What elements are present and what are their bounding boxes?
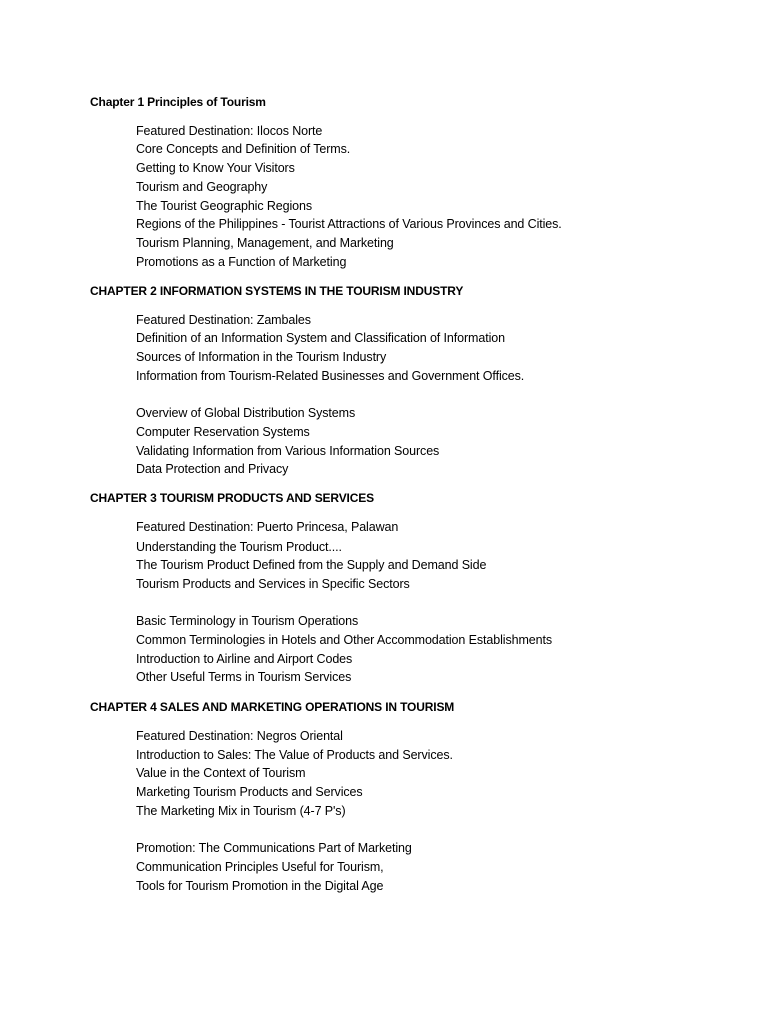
list-item: Sources of Information in the Tourism Industry <box>136 350 387 364</box>
list-item: Featured Destination: Ilocos Norte <box>136 124 323 138</box>
list-item: Introduction to Airline and Airport Codes <box>136 652 353 666</box>
list-item: Tourism and Geography <box>136 180 268 194</box>
list-item: Overview of Global Distribution Systems <box>136 406 356 420</box>
list-item: Basic Terminology in Tourism Operations <box>136 614 359 628</box>
list-item: Value in the Context of Tourism <box>136 766 306 780</box>
list-item: Tourism Products and Services in Specific Sectors <box>136 577 410 591</box>
list-item: The Tourist Geographic Regions <box>136 199 313 213</box>
list-item: Featured Destination: Negros Oriental <box>136 729 343 743</box>
list-item: Computer Reservation Systems <box>136 425 310 439</box>
list-item: Information from Tourism-Related Businesses and Government Offices. <box>136 369 525 383</box>
list-item: Getting to Know Your Visitors <box>136 161 295 175</box>
list-item: The Tourism Product Defined from the Supply and Demand Side <box>136 558 487 572</box>
list-item: Understanding the Tourism Product.... <box>136 540 342 554</box>
list-item: Regions of the Philippines - Tourist Attractions of Various Provinces and Cities. <box>136 217 562 231</box>
list-item: Featured Destination: Zambales <box>136 313 311 327</box>
list-item: Featured Destination: Puerto Princesa, Palawan <box>136 520 399 534</box>
chapter-3-title: CHAPTER 3 TOURISM PRODUCTS AND SERVICES <box>90 491 374 505</box>
list-item: Core Concepts and Definition of Terms. <box>136 142 351 156</box>
list-item: Tools for Tourism Promotion in the Digital Age <box>136 879 384 893</box>
list-item: Definition of an Information System and Classification of Information <box>136 331 505 345</box>
list-item: Validating Information from Various Information Sources <box>136 444 440 458</box>
list-item: Marketing Tourism Products and Services <box>136 785 363 799</box>
chapter-2-title: CHAPTER 2 INFORMATION SYSTEMS IN THE TOURISM INDUSTRY <box>90 284 464 298</box>
list-item: The Marketing Mix in Tourism (4-7 P's) <box>136 804 346 818</box>
list-item: Introduction to Sales: The Value of Products and Services. <box>136 748 453 762</box>
list-item: Tourism Planning, Management, and Marketing <box>136 236 394 250</box>
list-item: Promotion: The Communications Part of Marketing <box>136 841 412 855</box>
list-item: Communication Principles Useful for Tourism, <box>136 860 384 874</box>
list-item: Promotions as a Function of Marketing <box>136 255 347 269</box>
chapter-4-title: CHAPTER 4 SALES AND MARKETING OPERATIONS IN TOURISM <box>90 700 455 714</box>
chapter-1-title: Chapter 1 Principles of Tourism <box>90 95 266 109</box>
list-item: Common Terminologies in Hotels and Other Accommodation Establishments <box>136 633 552 647</box>
list-item: Data Protection and Privacy <box>136 462 289 476</box>
list-item: Other Useful Terms in Tourism Services <box>136 670 352 684</box>
